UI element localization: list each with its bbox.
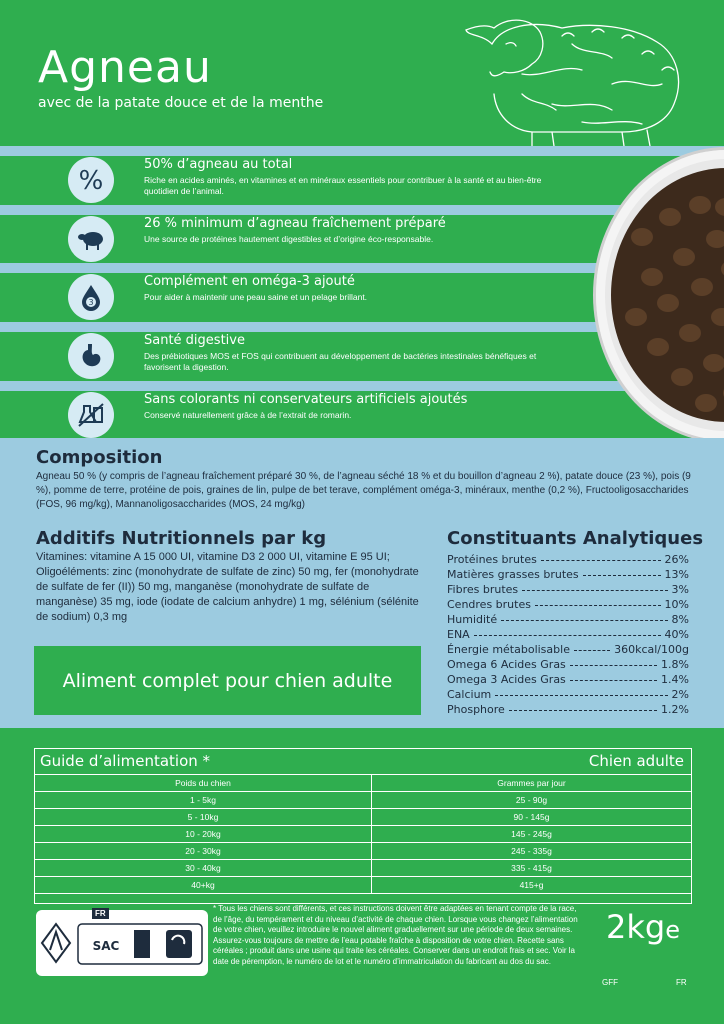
composition-heading: Composition [36, 447, 163, 468]
table-cell: 415+g [372, 877, 692, 894]
country-code-badge: FR [92, 908, 109, 919]
svg-text:%: % [78, 166, 104, 195]
recycling-label [36, 910, 208, 976]
constituant-value: 40% [664, 628, 689, 641]
product-title: Agneau [38, 42, 212, 93]
additifs-text: Vitamines: vitamine A 15 000 UI, vitamine D3 2 000 UI, vitamine E 95 UI; Oligoéléments: zinc (monohydrate de sulfate de zinc) 50 mg, fer (monohydrate de sulfate de fer (II)) 50 mg, manganèse (monohydrate de sulfate de manganèse) 35 mg, iode (iodate de calcium anhydre) 1 mg, sélénium (sélénite de sodium) 0,3 mg [36, 551, 419, 623]
footer-fr: FR [676, 978, 687, 987]
constituant-row [447, 672, 689, 687]
feature-item [68, 157, 628, 205]
feature-title: Santé digestive [144, 333, 245, 348]
constituant-name: Protéines brutes [447, 553, 537, 566]
constituant-row [447, 657, 689, 672]
sheep-icon [68, 216, 114, 262]
constituant-row [447, 597, 689, 612]
table-cell: 20 - 30kg [35, 843, 372, 860]
composition-text: Agneau 50 % (y compris de l’agneau fraîchement préparé 30 %, de l’agneau séché 18 % et du bouillon d’agneau 2 %), patate douce (23 %), pois (9 %), pomme de terre, protéine de pois, graines de lin, pulpe de bet terave, complément oméga-3, minéraux, menthe (0,2 %), Fructooligosaccharides (FOS, 96 mg/kg), Mannanoligosaccharides (MOS, 24 mg/kg) [36, 471, 691, 510]
stomach-icon [68, 333, 114, 379]
table-cell: 90 - 145g [372, 809, 692, 826]
constituants-heading: Constituants Analytiques [447, 528, 704, 549]
constituant-row [447, 552, 689, 567]
constituant-value: 26% [664, 553, 689, 566]
product-subtitle: avec de la patate douce et de la menthe [38, 95, 324, 111]
feature-desc: Une source de protéines hautement digestibles et d’origine éco-responsable. [144, 234, 434, 244]
constituant-row [447, 612, 689, 627]
constituant-name: Cendres brutes [447, 598, 531, 611]
feature-title: Complément en oméga-3 ajouté [144, 274, 355, 289]
table-cell: 30 - 40kg [35, 860, 372, 877]
table-cell: 145 - 245g [372, 826, 692, 843]
table-cell: 245 - 335g [372, 843, 692, 860]
table-row [35, 826, 692, 843]
table-row [35, 860, 692, 877]
feeding-guide-target: Chien adulte [588, 752, 684, 770]
feature-title: Sans colorants ni conservateurs artificiels ajoutés [144, 392, 468, 407]
constituant-row [447, 642, 689, 657]
table-cell: 1 - 5kg [35, 792, 372, 809]
constituant-value: 360kcal/100g [614, 643, 689, 656]
table-cell: 25 - 90g [372, 792, 692, 809]
feature-desc: Conservé naturellement grâce à de l’extrait de romarin. [144, 410, 352, 420]
constituant-name: Humidité [447, 613, 498, 626]
stripe [0, 381, 724, 391]
stripe [0, 146, 724, 156]
feeding-guide-title: Guide d’alimentation * [40, 752, 211, 770]
net-weight [606, 908, 680, 946]
sac-label: SAC [92, 939, 120, 953]
additifs-heading: Additifs Nutritionnels par kg [36, 528, 327, 549]
stripe [0, 205, 724, 215]
constituants-list [447, 552, 689, 717]
constituant-value: 1.8% [661, 658, 689, 671]
feature-item [68, 392, 628, 440]
constituant-name: Omega 6 Acides Gras [447, 658, 566, 671]
constituant-row [447, 582, 689, 597]
svg-text:3: 3 [88, 298, 94, 307]
constituant-value: 1.2% [661, 703, 689, 716]
constituant-name: Matières grasses brutes [447, 568, 579, 581]
column-header: Grammes par jour [372, 775, 692, 792]
table-cell: 335 - 415g [372, 860, 692, 877]
table-row [35, 792, 692, 809]
omega3-drop-icon [68, 274, 114, 320]
footer-gff: GFF [602, 978, 618, 987]
table-cell: 40+kg [35, 877, 372, 894]
constituant-value: 3% [671, 583, 689, 596]
constituant-value: 13% [664, 568, 689, 581]
column-header: Poids du chien [35, 775, 372, 792]
weight-value: 2kg [606, 908, 666, 946]
constituant-name: Calcium [447, 688, 492, 701]
constituant-name: Omega 3 Acides Gras [447, 673, 566, 686]
feature-desc: Pour aider à maintenir une peau saine et un pelage brillant. [144, 292, 368, 302]
feature-title: 50% d’agneau au total [144, 157, 293, 172]
table-header-row [35, 775, 692, 792]
constituant-name: Phosphore [447, 703, 505, 716]
constituant-row [447, 567, 689, 582]
feeding-note: * Tous les chiens sont différents, et ces instructions doivent être adaptées en tenant compte de la race, de l’âge, du tempérament et du niveau d’activité de chaque chien. Lorsque vous changez l’alimentation de votre chien, veuillez introduire le nouvel aliment graduellement sur une période de deux semaines. Assurez-vous toujours de mettre de l’eau potable fraîche à disposition de votre chien. Recette sans céréales ; produit dans une usine qui traite les céréales. Conserver dans un endroit frais et sec. Voir la date de péremption, le numéro de lot et le numéro d’immatriculation du fabricant au dos du sac. [213, 904, 578, 966]
feature-item [68, 216, 628, 264]
constituant-row [447, 687, 689, 702]
feature-desc: Riche en acides aminés, en vitamines et en minéraux essentiels pour contribuer à la santé et au bien-être quotidien de l’animal. [144, 175, 542, 196]
constituant-name: Énergie métabolisable [447, 643, 570, 656]
constituant-row [447, 702, 689, 717]
constituant-name: Fibres brutes [447, 583, 519, 596]
percent-icon [68, 157, 114, 203]
constituant-name: ENA [447, 628, 470, 641]
table-cell: 10 - 20kg [35, 826, 372, 843]
constituant-value: 2% [671, 688, 689, 701]
constituant-value: 1.4% [661, 673, 689, 686]
constituant-value: 8% [671, 613, 689, 626]
constituant-row [447, 627, 689, 642]
feature-item [68, 274, 628, 322]
feature-title: 26 % minimum d’agneau fraîchement préparé [144, 216, 446, 231]
table-row [35, 877, 692, 894]
estimated-sign: e [665, 916, 680, 944]
constituant-value: 10% [664, 598, 689, 611]
table-cell: 5 - 10kg [35, 809, 372, 826]
table-row [35, 809, 692, 826]
aliment-banner: Aliment complet pour chien adulte [34, 646, 421, 715]
feeding-table [34, 774, 692, 894]
feature-item [68, 333, 628, 381]
table-row [35, 843, 692, 860]
no-additives-icon [68, 392, 114, 438]
sheep-illustration [462, 14, 692, 146]
feature-desc: Des prébiotiques MOS et FOS qui contribuent au développement de bactéries intestinales bénéfiques et favorisent la digestion. [144, 351, 537, 372]
recycling-icons [36, 910, 208, 976]
